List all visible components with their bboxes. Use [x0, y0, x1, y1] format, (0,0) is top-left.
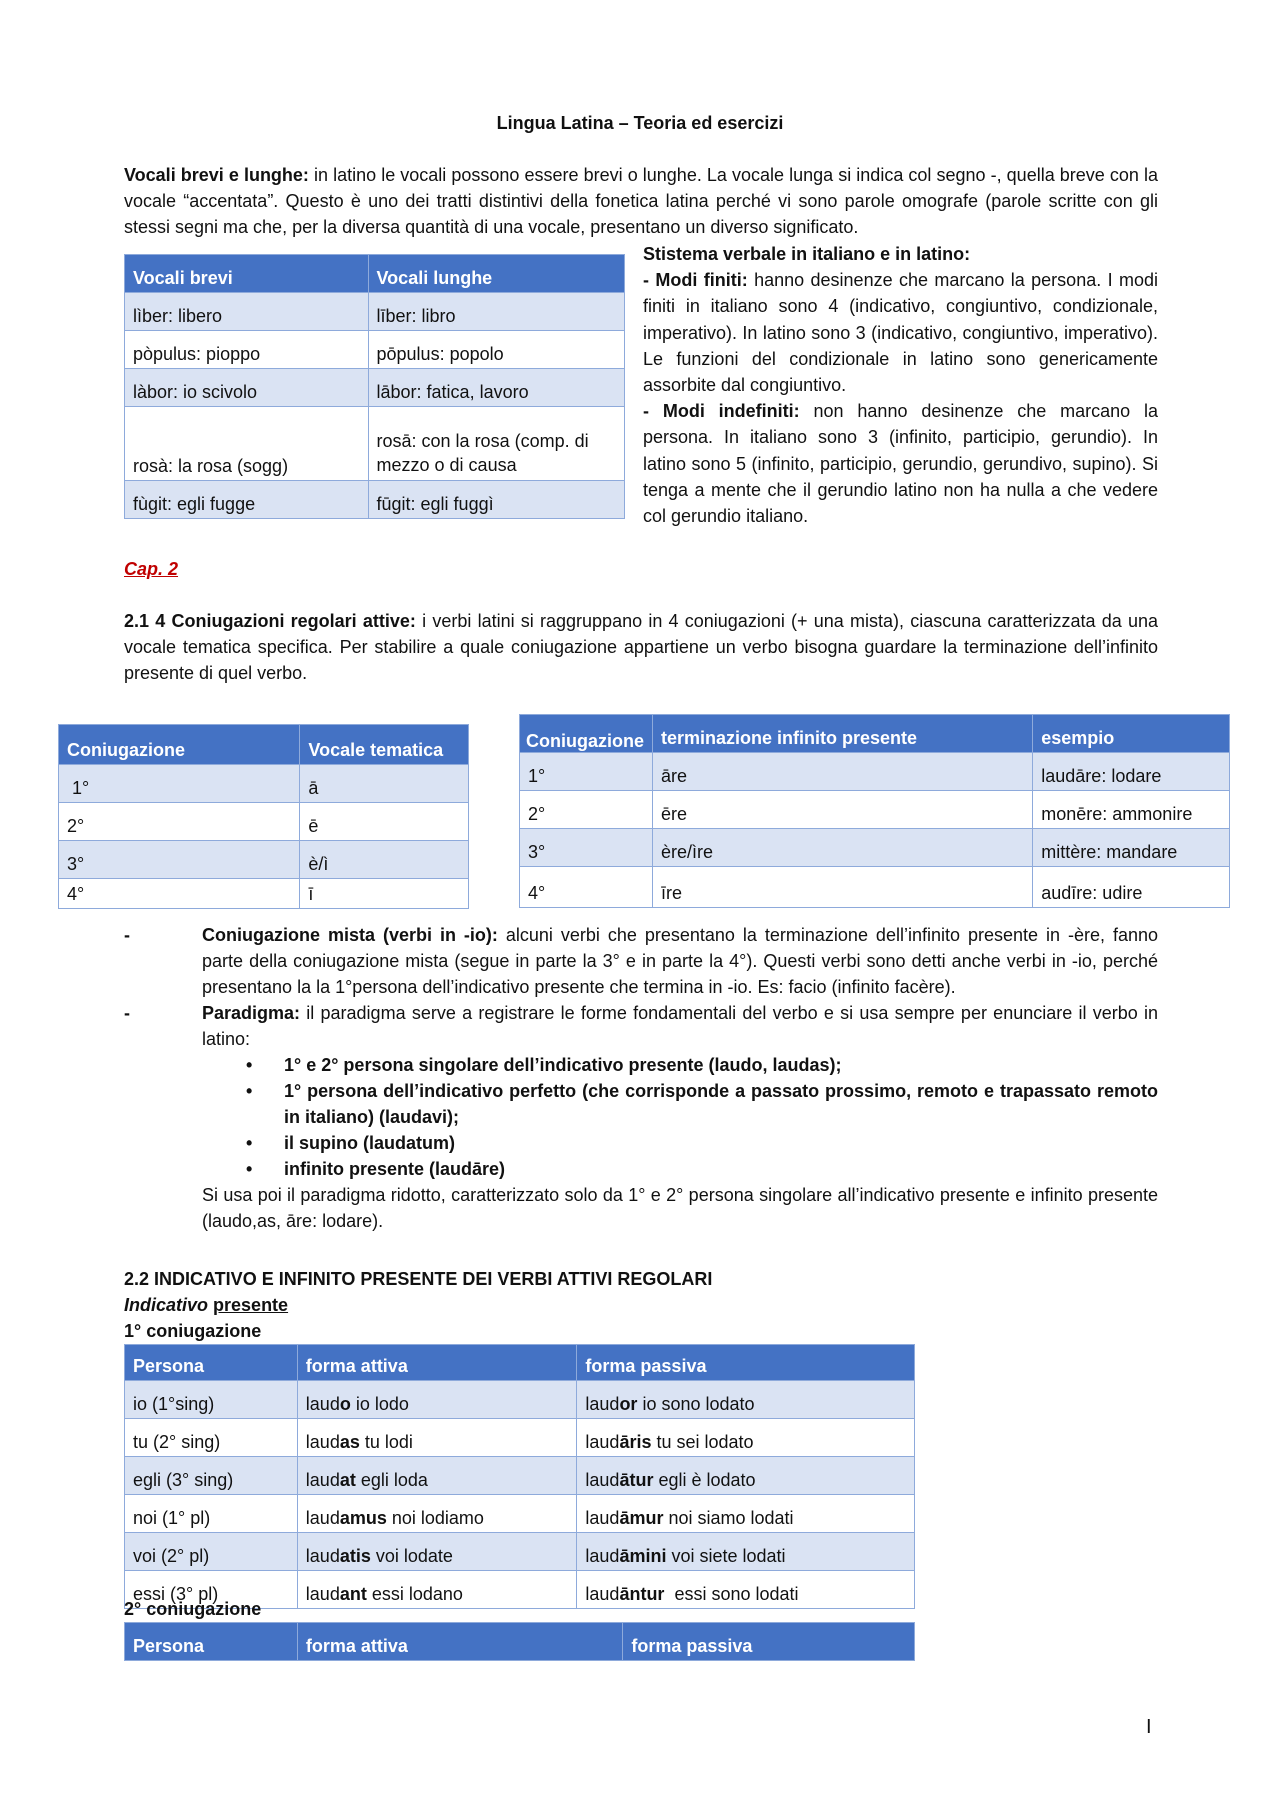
stem: laud	[305, 1470, 340, 1490]
translation: egli è lodato	[653, 1470, 756, 1490]
paradigm-bullet: • 1° persona dell’indicativo perfetto (che corrisponde a passato prossimo, remoto e trapassato remoto in italiano) (laudavi);	[202, 1078, 1158, 1130]
section-2-2-subheading	[124, 1292, 288, 1318]
verbal-system-heading: Stistema verbale in italiano e in latino:	[643, 244, 971, 264]
ending: ant	[339, 1584, 367, 1604]
stem: laud	[305, 1584, 340, 1604]
conjugation-notes	[124, 922, 1158, 1234]
vowels-header-cell: Vocali brevi	[125, 255, 369, 293]
intro-text: in latino le vocali possono essere brevi o lunghe. La vocale lunga si indica col segno -, quella breve con la vocale “accentata”. Questo è uno dei tratti distintivi della fonetica latina perché vi sono parole omografe (parole scritte con gli stessi segni ma che, per la diversa quantità di una vocale, presentano un diverso significato.	[124, 165, 1158, 237]
persona-cell: egli (3° sing)	[125, 1457, 298, 1495]
section-2-2-heading: 2.2 INDICATIVO E INFINITO PRESENTE DEI VERBI ATTIVI REGOLARI	[124, 1269, 713, 1289]
conj-ending-header-cell: esempio	[1033, 715, 1230, 753]
passive-form-cell	[577, 1457, 915, 1495]
paradigm-text: il paradigma serve a registrare le forme fondamentali del verbo e si usa sempre per enunciare il verbo in latino:	[202, 1003, 1158, 1049]
conj-vowel-cell: ē	[300, 803, 469, 841]
conj-ending-row	[520, 753, 1230, 791]
vowels-row	[125, 331, 625, 369]
conj-vowel-row	[59, 879, 469, 909]
vowels-cell: līber: libro	[368, 293, 624, 331]
conj-ending-row	[520, 867, 1230, 908]
subheading-italic: Indicativo	[124, 1295, 209, 1315]
conj-ending-cell: monēre: ammonire	[1033, 791, 1230, 829]
conj-vowel-cell: ī	[300, 879, 469, 909]
translation: io sono lodato	[637, 1394, 755, 1414]
conj-ending-header-cell: Coniugazione	[520, 715, 653, 753]
conj-vowel-cell: 3°	[59, 841, 300, 879]
conj-ending-cell: mittère: mandare	[1033, 829, 1230, 867]
conj-ending-cell: ère/ìre	[652, 829, 1032, 867]
vowels-cell: rosā: con la rosa (comp. di mezzo o di causa	[368, 407, 624, 481]
passive-form-cell	[577, 1381, 915, 1419]
conj1-header-cell: forma attiva	[297, 1345, 577, 1381]
vowels-cell: rosà: la rosa (sogg)	[125, 407, 369, 481]
conj-ending-cell: 1°	[520, 753, 653, 791]
translation: io lodo	[350, 1394, 409, 1414]
conj-vowel-row	[59, 803, 469, 841]
ending: āmini	[619, 1546, 667, 1566]
persona-cell: io (1°sing)	[125, 1381, 298, 1419]
conj-vowel-cell: 1°	[59, 765, 300, 803]
nonfinite-modes-label: - Modi indefiniti:	[643, 401, 800, 422]
translation: noi siamo lodati	[663, 1508, 794, 1528]
ending: āntur	[619, 1584, 665, 1604]
vowels-cell: fùgit: egli fugge	[125, 481, 369, 519]
vowels-cell: làbor: io scivolo	[125, 369, 369, 407]
vowels-cell: pòpulus: pioppo	[125, 331, 369, 369]
chapter-label: Cap. 2	[124, 559, 179, 579]
vowels-header-cell: Vocali lunghe	[368, 255, 624, 293]
conj2-header-cell: forma attiva	[297, 1623, 623, 1661]
conj1-row	[125, 1533, 915, 1571]
conj-ending-cell: ēre	[652, 791, 1032, 829]
conj1-row	[125, 1457, 915, 1495]
intro-label: Vocali brevi e lunghe:	[124, 165, 309, 185]
translation: tu lodi	[359, 1432, 413, 1452]
vowels-row	[125, 369, 625, 407]
persona-cell: essi (3° pl)	[125, 1571, 298, 1609]
conj1-table	[124, 1344, 915, 1609]
conj-ending-table	[519, 714, 1230, 908]
vowels-cell: lìber: libero	[125, 293, 369, 331]
paradigm-label: Paradigma:	[202, 1003, 301, 1023]
conj-ending-cell: āre	[652, 753, 1032, 791]
passive-form-cell	[577, 1419, 915, 1457]
vowels-header-row	[125, 255, 625, 293]
conj-ending-cell: audīre: udire	[1033, 867, 1230, 908]
conj-vowel-header-cell: Coniugazione	[59, 725, 300, 765]
vowels-cell: lābor: fatica, lavoro	[368, 369, 624, 407]
ending: āmur	[619, 1508, 664, 1528]
stem: laud	[585, 1470, 620, 1490]
paradigm-bullet: • il supino (laudatum)	[202, 1130, 1158, 1156]
section-2-1-text: i verbi latini si raggruppano in 4 coniugazioni (+ una mista), ciascuna caratterizzata da una vocale tematica specifica. Per stabilire a quale coniugazione appartiene un verbo bisogna guardare la terminazione dell’infinito presente di quel verbo.	[124, 611, 1159, 683]
active-form-cell	[297, 1419, 577, 1457]
conj-ending-header-cell: terminazione infinito presente	[652, 715, 1032, 753]
conj-vowel-row	[59, 765, 469, 803]
conj-ending-cell: 4°	[520, 867, 653, 908]
conj-ending-cell: 2°	[520, 791, 653, 829]
translation: noi lodiamo	[386, 1508, 484, 1528]
conj-ending-cell: īre	[652, 867, 1032, 908]
conj-vowel-table	[58, 724, 469, 909]
page-number: I	[1146, 1716, 1152, 1738]
conj-vowel-row	[59, 841, 469, 879]
conj-vowel-cell: ā	[300, 765, 469, 803]
paradigm-item	[124, 1000, 1158, 1234]
active-form-cell	[297, 1495, 577, 1533]
conj2-label: 2° coniugazione	[124, 1599, 262, 1619]
conj-ending-cell: 3°	[520, 829, 653, 867]
active-form-cell	[297, 1457, 577, 1495]
conj-vowel-cell: 4°	[59, 879, 300, 909]
nonfinite-modes-text: non hanno desinenze che marcano la persona. In italiano sono 3 (infinito, participio, gerundio). In latino sono 5 (infinito, participio, gerundio, gerundivo, supino). Si tenga a mente che il gerundio latino non ha nulla a che vedere col gerundio italiano.	[643, 401, 1158, 527]
conj2-table	[124, 1622, 915, 1661]
translation: tu sei lodato	[651, 1432, 754, 1452]
persona-cell: noi (1° pl)	[125, 1495, 298, 1533]
ending: atis	[339, 1546, 371, 1566]
passive-form-cell	[577, 1495, 915, 1533]
conj1-row	[125, 1381, 915, 1419]
ending: ātur	[619, 1470, 654, 1490]
conj1-header-row	[125, 1345, 915, 1381]
active-form-cell	[297, 1533, 577, 1571]
verbal-system	[643, 241, 1158, 529]
paradigm-footer: Si usa poi il paradigma ridotto, caratterizzato solo da 1° e 2° persona singolare all’indicativo presente e infinito presente (laudo,as, āre: lodare).	[202, 1185, 1158, 1231]
translation: essi lodano	[366, 1584, 463, 1604]
vowels-row	[125, 407, 625, 481]
stem: laud	[585, 1508, 620, 1528]
ending: āris	[619, 1432, 652, 1452]
conj-vowel-cell: è/ì	[300, 841, 469, 879]
passive-form-cell	[577, 1533, 915, 1571]
stem: laud	[585, 1394, 620, 1414]
translation: essi sono lodati	[664, 1584, 799, 1604]
page-title: Lingua Latina – Teoria ed esercizi	[496, 113, 784, 133]
ending: amus	[339, 1508, 387, 1528]
passive-form-cell	[577, 1571, 915, 1609]
mixed-conjugation-item	[124, 922, 1158, 1000]
vowels-cell: fūgit: egli fuggì	[368, 481, 624, 519]
conj1-label: 1° coniugazione	[124, 1321, 262, 1341]
active-form-cell	[297, 1571, 577, 1609]
translation: voi lodate	[370, 1546, 453, 1566]
conj-ending-row	[520, 829, 1230, 867]
ending: at	[339, 1470, 356, 1490]
finite-modes-text: hanno desinenze che marcano la persona. I modi finiti in italiano sono 4 (indicativo, congiuntivo, condizionale, imperativo). In latino sono 3 (indicativo, congiuntivo, imperativo). Le funzioni del condizionale in latino sono genericamente assorbite dal congiuntivo.	[643, 270, 1158, 396]
intro-paragraph	[124, 162, 1158, 240]
nonfinite-modes-paragraph	[643, 398, 1158, 529]
stem: laud	[305, 1508, 340, 1528]
active-form-cell	[297, 1381, 577, 1419]
conj2-header-row	[125, 1623, 915, 1661]
finite-modes-label: - Modi finiti:	[643, 270, 748, 291]
stem: laud	[305, 1546, 340, 1566]
translation: voi siete lodati	[666, 1546, 786, 1566]
finite-modes-paragraph	[643, 267, 1158, 398]
conj-vowel-cell: 2°	[59, 803, 300, 841]
stem: laud	[585, 1432, 620, 1452]
stem: laud	[585, 1546, 620, 1566]
subheading-underline: presente	[213, 1295, 289, 1315]
conj2-header-cell: Persona	[125, 1623, 298, 1661]
paradigm-bullet: • 1° e 2° persona singolare dell’indicativo presente (laudo, laudas);	[202, 1052, 1158, 1078]
conj1-header-cell: forma passiva	[577, 1345, 915, 1381]
conj1-row	[125, 1419, 915, 1457]
conj-vowel-header-row	[59, 725, 469, 765]
mixed-conjugation-text: alcuni verbi che presentano la terminazione dell’infinito presente in -ère, fanno parte della coniugazione mista (segue in parte la 3° e in parte la 4°). Questi verbi sono detti anche verbi in -io, perché presentano la la 1°persona dell’indicativo presente che termina in -io. Es: facio (infinito facère).	[202, 925, 1158, 997]
stem: laud	[305, 1394, 340, 1414]
section-2-1-label: 2.1 4 Coniugazioni regolari attive:	[124, 611, 416, 631]
section-2-1-paragraph	[124, 608, 1158, 686]
conj2-header-cell: forma passiva	[623, 1623, 915, 1661]
ending: or	[619, 1394, 638, 1414]
persona-cell: voi (2° pl)	[125, 1533, 298, 1571]
vowels-cell: pōpulus: popolo	[368, 331, 624, 369]
vowels-table	[124, 254, 625, 519]
conj-ending-row	[520, 791, 1230, 829]
vowels-row	[125, 481, 625, 519]
conj1-row	[125, 1495, 915, 1533]
conj1-header-cell: Persona	[125, 1345, 298, 1381]
vowels-row	[125, 293, 625, 331]
stem: laud	[305, 1432, 340, 1452]
stem: laud	[585, 1584, 620, 1604]
translation: egli loda	[355, 1470, 428, 1490]
mixed-conjugation-label: Coniugazione mista (verbi in -io):	[202, 925, 498, 945]
conj-ending-header-row	[520, 715, 1230, 753]
paradigm-bullet: • infinito presente (laudāre)	[202, 1156, 1158, 1182]
ending: as	[339, 1432, 360, 1452]
conj-vowel-header-cell: Vocale tematica	[300, 725, 469, 765]
ending: o	[339, 1394, 351, 1414]
conj-ending-cell: laudāre: lodare	[1033, 753, 1230, 791]
persona-cell: tu (2° sing)	[125, 1419, 298, 1457]
